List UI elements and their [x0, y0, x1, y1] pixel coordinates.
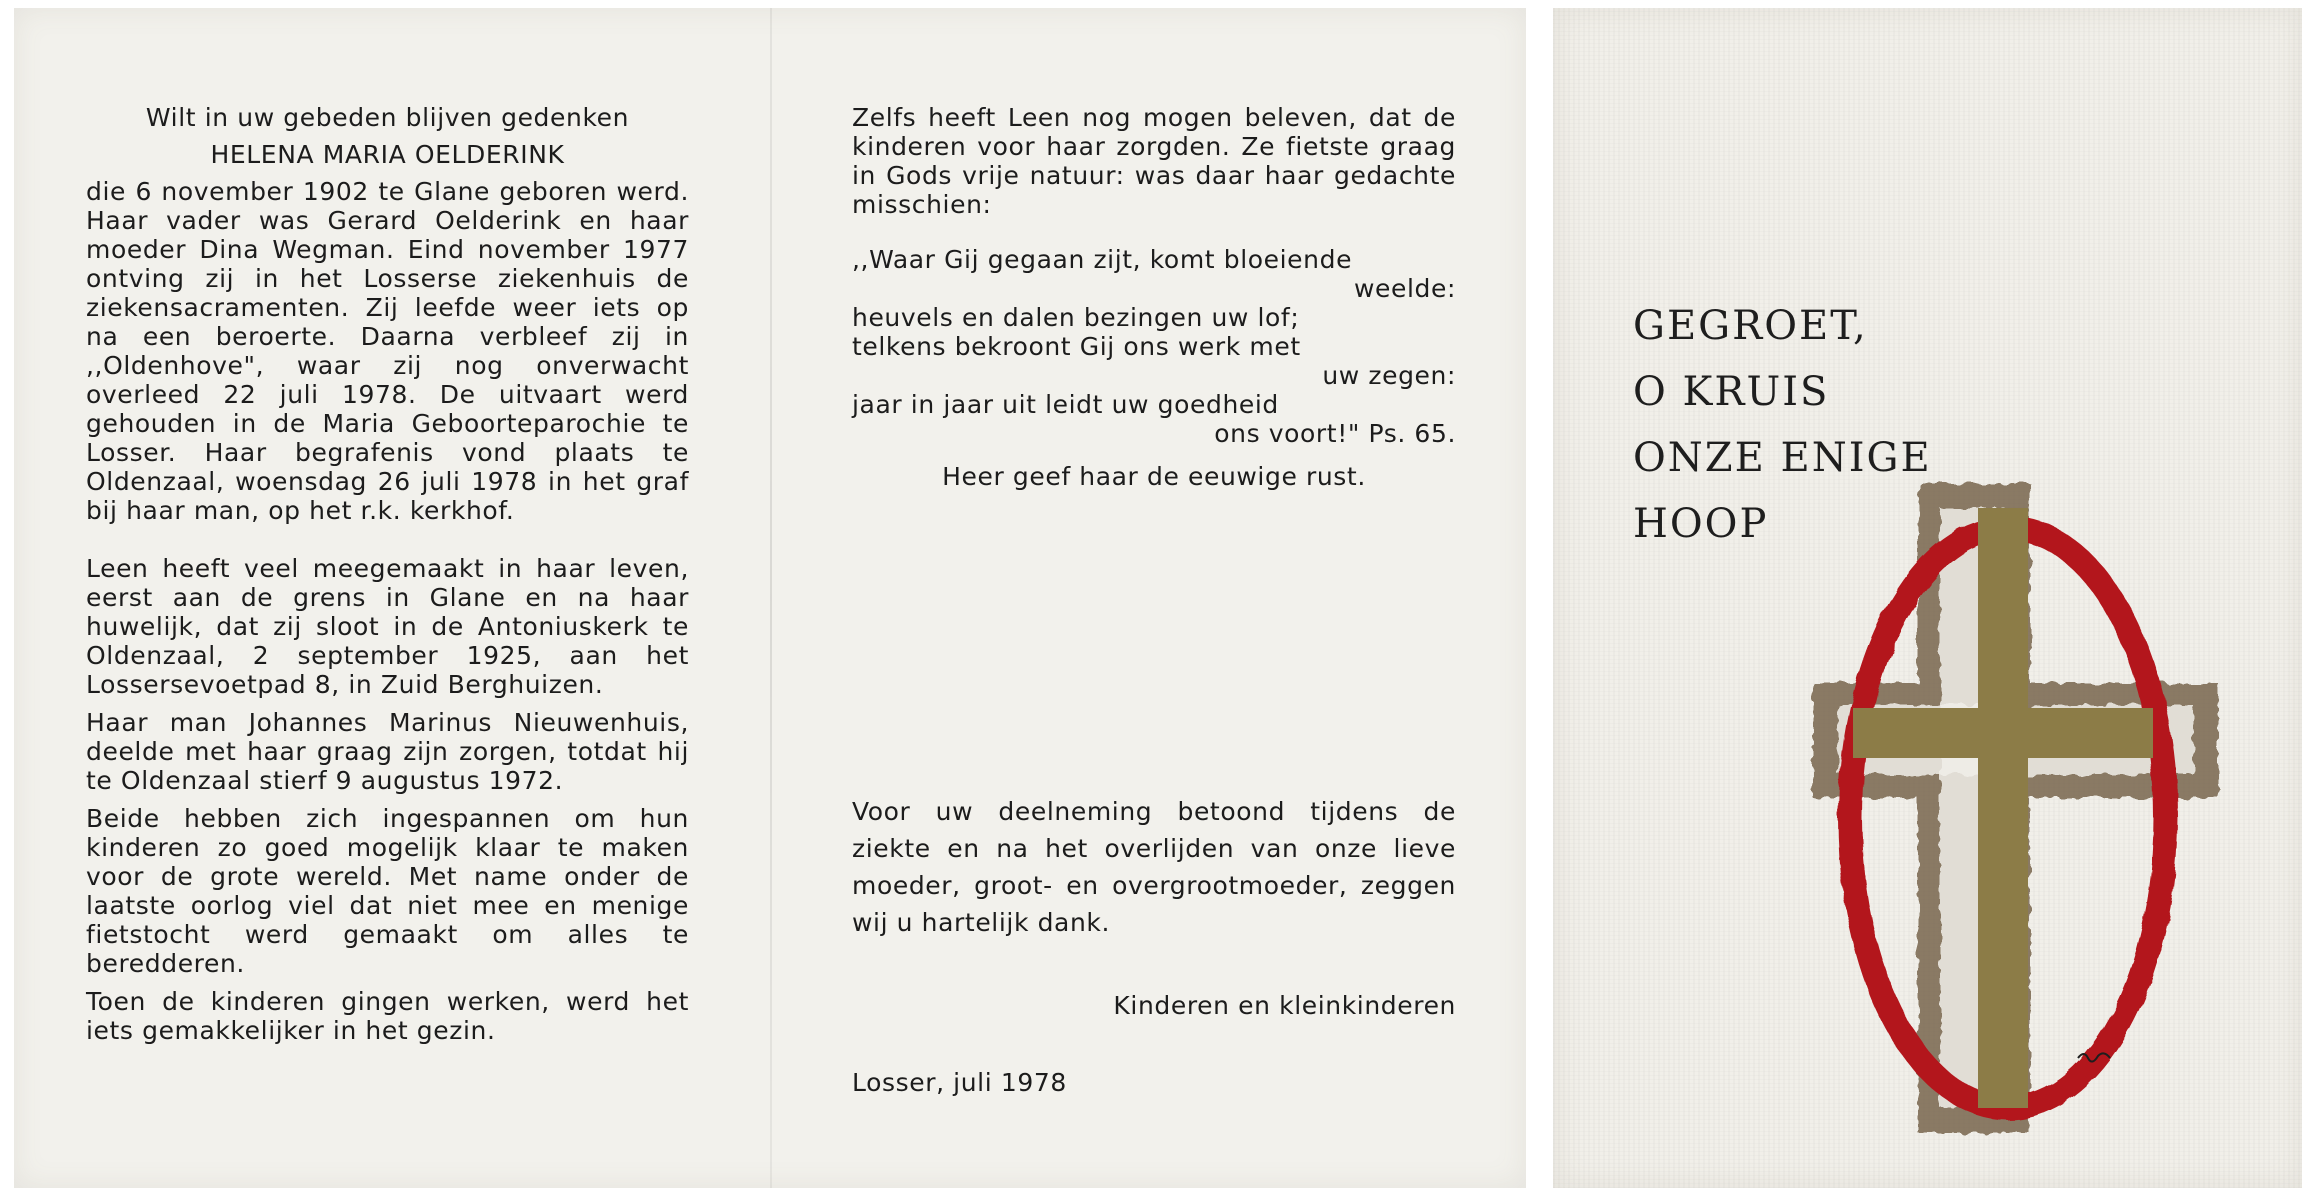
psalm-verse	[852, 245, 1456, 448]
verse-line: ,,Waar Gij gegaan zijt, komt bloeiende	[852, 245, 1353, 274]
front-card	[1553, 8, 2302, 1188]
verse-line: heuvels en dalen bezingen uw lof;	[852, 303, 1300, 332]
title-line: GEGROET,	[1633, 303, 1868, 349]
left-panel	[86, 103, 689, 1045]
signature-line: Kinderen en kleinkinderen	[1113, 991, 1456, 1020]
card-fold	[770, 8, 772, 1188]
prayer-line: Heer geef haar de eeuwige rust.	[942, 462, 1366, 491]
title-line: HOOP	[1633, 501, 1769, 547]
title-line: ONZE ENIGE	[1633, 435, 1932, 481]
verse-line: weelde:	[1353, 274, 1456, 303]
right-panel	[852, 103, 1456, 491]
biography-paragraph: die 6 november 1902 te Glane geboren werd. Haar vader was Gerard Oelderink en haar moeder Dina Wegman. Eind november 1977 ontving zij in het Losserse ziekenhuis de ziekensacramenten. Zij leefde weer iets op na een beroerte. Daarna verbleef zij in ,,Oldenhove", waar zij nog onverwacht overleed 22 juli 1978. De uitvaart werd gehouden in de Maria Geboorteparochie te Losser. Haar begrafenis vond plaats te Oldenzaal, woensdag 26 juli 1978 in het graf bij haar man, op het r.k. kerkhof.	[86, 177, 689, 525]
closing-paragraph: Toen de kinderen gingen werken, werd het iets gemakkelijker in het gezin.	[86, 987, 689, 1045]
verse-line: ons voort!" Ps. 65.	[1214, 419, 1456, 448]
memorial-heading: Wilt in uw gebeden blijven gedenken	[145, 103, 630, 132]
thanks-paragraph: Voor uw deelneming betoond tijdens de ziekte en na het overlijden van onze lieve moeder, groot- en overgrootmoeder, zeggen wij u hartelijk dank.	[852, 797, 1456, 937]
children-paragraph: Beide hebben zich ingespannen om hun kinderen zo goed mogelijk klaar te maken voor de grote wereld. Met name onder de laatste oorlog viel dat niet mee en menige fietstocht werd gemaakt om alles te beredderen.	[86, 804, 689, 978]
life-paragraph: Leen heeft veel meegemaakt in haar leven, eerst aan de grens in Glane en na haar huwelijk, dat zij sloot in de Antoniuskerk te Oldenzaal, 2 september 1925, aan het Lossersevoetpad 8, in Zuid Berghuizen.	[86, 554, 689, 699]
verse-line: uw zegen:	[1322, 361, 1456, 390]
title-line: O KRUIS	[1633, 369, 1830, 415]
place-date: Losser, juli 1978	[852, 1068, 1067, 1097]
verse-line: telkens bekroont Gij ons werk met	[852, 332, 1301, 361]
later-life-paragraph: Zelfs heeft Leen nog mogen beleven, dat de kinderen voor haar zorgden. Ze fietste graag in Gods vrije natuur: was daar haar gedachte misschien:	[852, 103, 1456, 219]
cross-artwork	[1803, 468, 2233, 1148]
verse-line: jaar in jaar uit leidt uw goedheid	[852, 390, 1279, 419]
husband-paragraph: Haar man Johannes Marinus Nieuwenhuis, deelde met haar graag zijn zorgen, totdat hij te Oldenzaal stierf 9 augustus 1972.	[86, 708, 689, 795]
deceased-name: HELENA MARIA OELDERINK	[210, 140, 565, 169]
inside-card	[14, 8, 1526, 1188]
